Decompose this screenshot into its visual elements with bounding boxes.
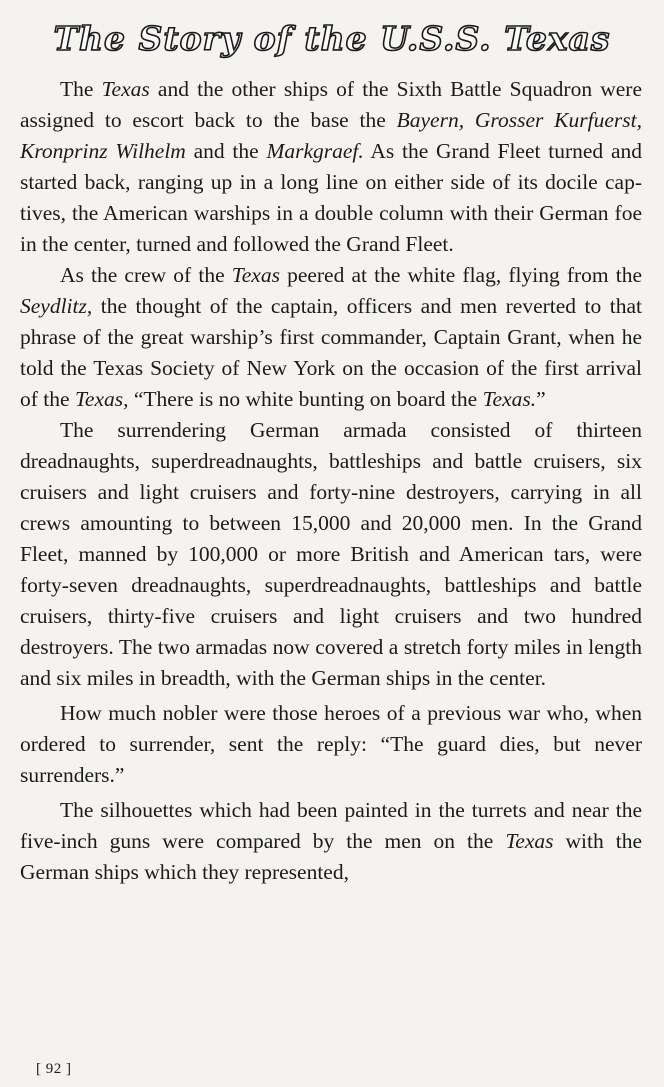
paragraph-2 (20, 260, 642, 415)
text-run: peered at the white flag, flying from the (279, 263, 642, 287)
text-run: and the other ships of the Sixth Battle Squadron were assigned to escort back to the base the (20, 77, 642, 132)
paragraph-1 (20, 74, 642, 260)
ship-name-italic: Markgraef. (266, 139, 364, 163)
text-run: ” (536, 387, 546, 411)
ship-name-italic: Texas (505, 829, 554, 853)
text-run: with the German ships which they represented, (20, 829, 642, 884)
ship-name-italic: Texas. (482, 387, 537, 411)
ship-name-italic: Seydlitz, (20, 294, 93, 318)
text-run: As the crew of the (60, 263, 232, 287)
ship-name-italic: Texas, (74, 387, 129, 411)
body-text (20, 74, 642, 888)
text-run: The (60, 77, 102, 101)
text-run: “There is no white bunting on board the (128, 387, 483, 411)
paragraph-5 (20, 795, 642, 888)
page-header-title: The Story of the U.S.S. Texas (53, 19, 611, 58)
paragraph-4: How much nobler were those heroes of a previous war who, when ordered to surrender, sent the reply: “The guard dies, but never surrenders.” (20, 701, 642, 787)
text-run: and the (185, 139, 267, 163)
ship-name-italic: Texas (231, 263, 280, 287)
text-run: The silhouettes which had been painted in the turrets and near the five-inch guns were compared by the men on the (20, 798, 642, 853)
text-run: the thought of the captain, officers and men reverted to that phrase of the great warship’s first commander, Captain Grant, when he told the Texas Society of New York on the occasion of the first arrival of the (20, 294, 642, 411)
paragraph-3: The surrendering German armada consisted of thirteen dreadnaughts, superdreadnaughts, battleships and battle cruisers, six cruisers and light cruisers and forty-nine destroyers, carrying in all crews amounting to between 15,000 and 20,000 men. In the Grand Fleet, manned by 100,000 or more British and American tars, were forty-seven dreadnaughts, superdreadnaughts, battleships and battle cruisers, thirty-five cruisers and light cruisers and two hundred destroyers. The two armadas now covered a stretch forty miles in length and six miles in breadth, with the German ships in the center. (20, 418, 642, 690)
page-number: [ 92 ] (36, 1061, 72, 1077)
ship-name-italic: Texas (101, 77, 150, 101)
ship-names-italic: Bayern, Grosser Kurfuerst, Kronprinz Wilhelm (20, 108, 642, 163)
text-run: As the Grand Fleet turned and started back, ranging up in a long line on either side of its docile captives, the American warships in a double column with their German foe in the center, turned and followed the Grand Fleet. (20, 139, 642, 256)
